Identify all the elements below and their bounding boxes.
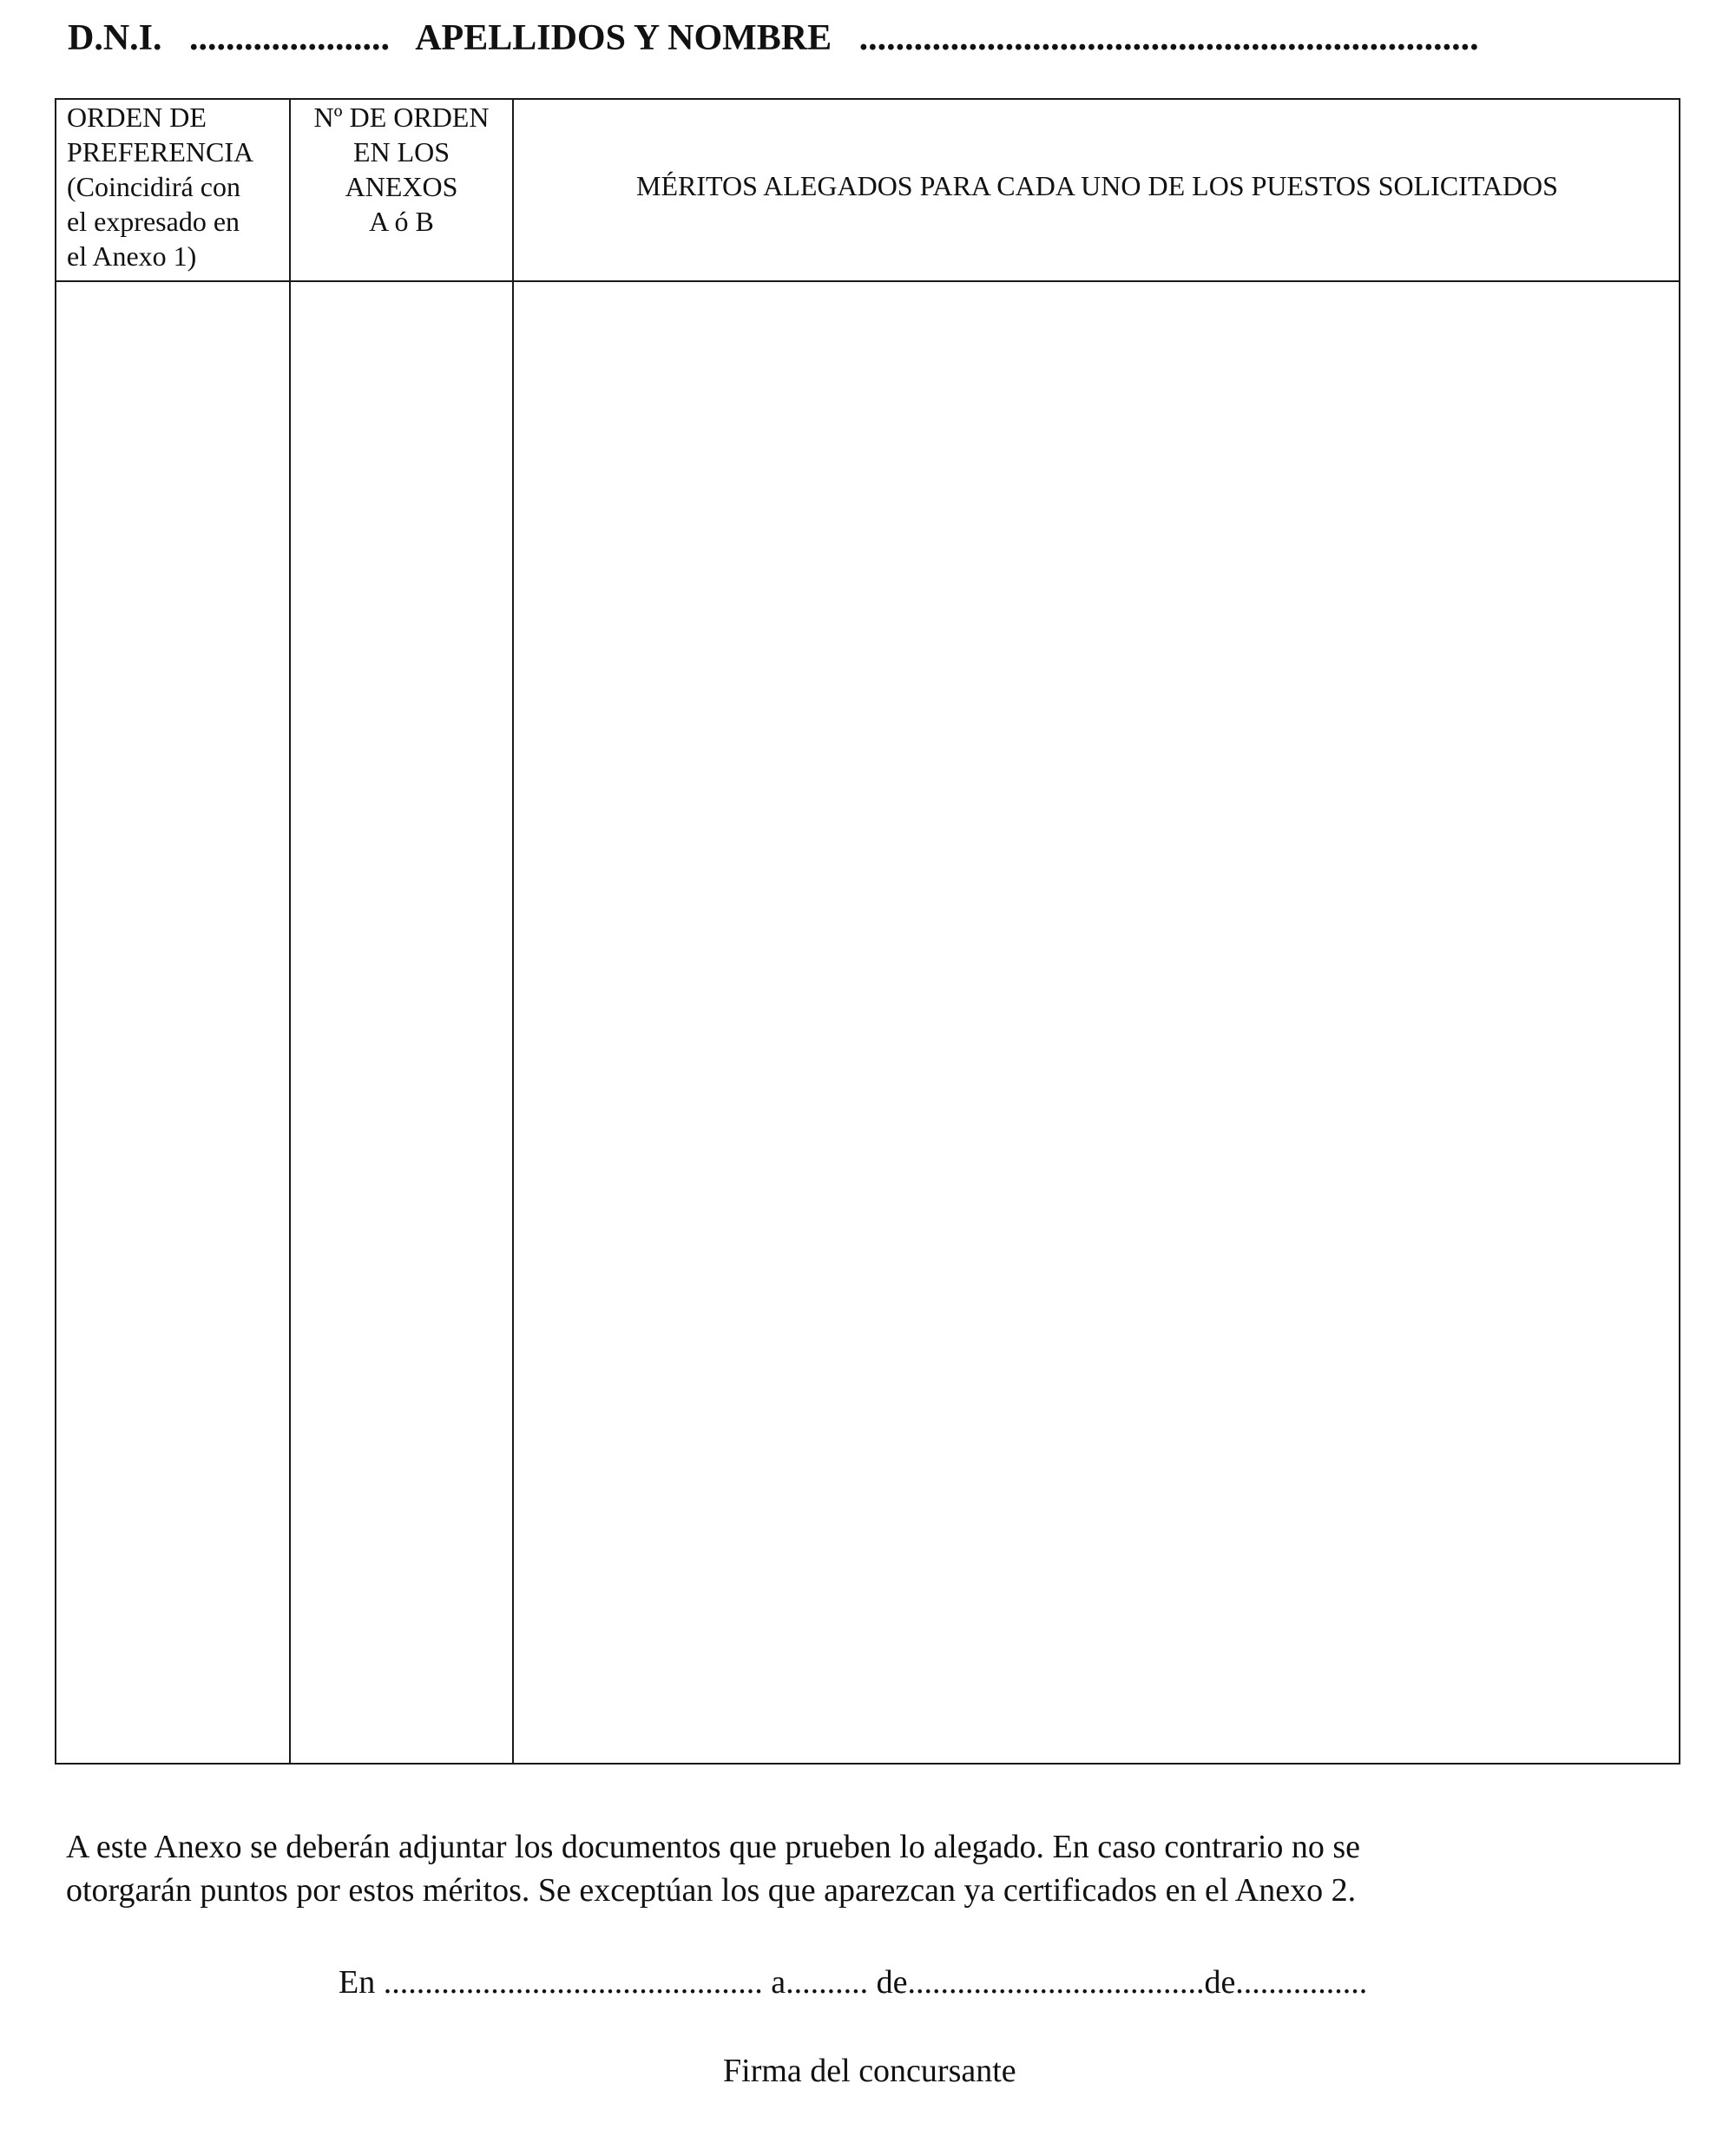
place-date-line[interactable]: En .............................................. a.......... de....................................de................ xyxy=(339,1964,1368,2001)
annex-order-number-entry-area[interactable] xyxy=(291,282,512,1763)
dni-label: D.N.I. xyxy=(68,18,162,58)
column-header-order-preference: ORDEN DE PREFERENCIA (Coincidirá con el expresado en el Anexo 1) xyxy=(67,102,254,272)
name-field[interactable]: .................................................................... xyxy=(858,18,1479,58)
merits-table xyxy=(55,98,1680,1765)
column-header-merits: MÉRITOS ALEGADOS PARA CADA UNO DE LOS PUESTOS SOLICITADOS xyxy=(636,170,1558,201)
merits-entry-area[interactable] xyxy=(514,282,1679,1763)
applicant-header xyxy=(68,12,1665,64)
signature-label: Firma del concursante xyxy=(723,2053,1016,2089)
name-label: APELLIDOS Y NOMBRE xyxy=(415,18,832,58)
order-preference-entry-area[interactable] xyxy=(56,282,289,1763)
dni-field[interactable]: ...................... xyxy=(189,18,391,58)
column-header-annex-order-number: Nº DE ORDEN EN LOS ANEXOS A ó B xyxy=(313,102,490,237)
attachment-note: A este Anexo se deberán adjuntar los documentos que prueben lo alegado. En caso contrario no se otorgarán puntos por estos méritos. Se exceptúan los que aparezcan ya certificados en el Anexo 2. xyxy=(66,1829,1361,1909)
